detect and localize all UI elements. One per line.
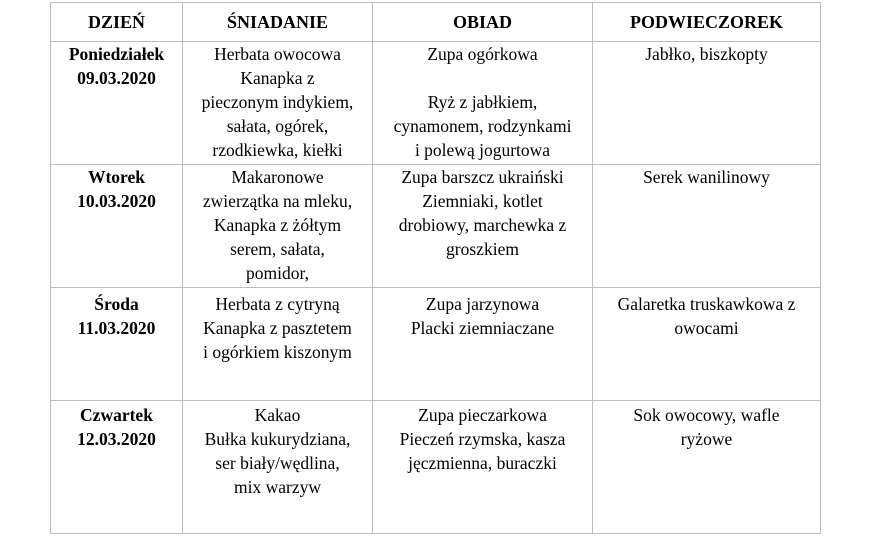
day-name: Poniedziałek [68, 44, 165, 64]
lunch-line: Pieczeń rzymska, kasza [399, 429, 566, 449]
snack-cell [593, 288, 821, 401]
snack-line: Galaretka truskawkowa z [617, 294, 796, 314]
breakfast-cell [183, 288, 373, 401]
day-name: Wtorek [87, 167, 146, 187]
breakfast-line: i ogórkiem kiszonym [203, 342, 352, 362]
breakfast-line: mix warzyw [234, 477, 321, 497]
snack-cell [593, 42, 821, 165]
breakfast-line: Makaronowe [231, 167, 324, 187]
breakfast-line: serem, sałata, [230, 239, 325, 259]
menu-row [51, 165, 821, 288]
header-row [51, 3, 821, 42]
day-date: 09.03.2020 [77, 68, 156, 88]
breakfast-cell [183, 401, 373, 534]
day-cell [51, 42, 183, 165]
day-cell [51, 288, 183, 401]
breakfast-line: Kanapka z [240, 68, 315, 88]
breakfast-line: pieczonym indykiem, [201, 92, 354, 112]
lunch-line: drobiowy, marchewka z [398, 215, 567, 235]
lunch-line: Zupa barszcz ukraiński [401, 167, 564, 187]
breakfast-line: Kanapka z pasztetem [203, 318, 352, 338]
snack-line: Sok owocowy, wafle [633, 405, 780, 425]
lunch-line: groszkiem [446, 239, 519, 259]
breakfast-line: Herbata z cytryną [215, 294, 340, 314]
breakfast-line: rzodkiewka, kiełki [212, 140, 343, 160]
header-breakfast: ŚNIADANIE [183, 3, 373, 42]
day-date: 11.03.2020 [77, 318, 156, 338]
breakfast-cell [183, 42, 373, 165]
breakfast-line: sałata, ogórek, [226, 116, 329, 136]
breakfast-line: Kanapka z żółtym [213, 215, 342, 235]
lunch-cell [373, 288, 593, 401]
lunch-cell [373, 165, 593, 288]
menu-row [51, 288, 821, 401]
snack-line: owocami [674, 318, 739, 338]
breakfast-line: Herbata owocowa [214, 44, 341, 64]
snack-line: Serek wanilinowy [643, 167, 770, 187]
snack-line: ryżowe [680, 429, 733, 449]
lunch-line: Zupa ogórkowa [427, 44, 538, 64]
lunch-line: cynamonem, rodzynkami [393, 116, 572, 136]
breakfast-line: zwierzątka na mleku, [202, 191, 353, 211]
day-date: 12.03.2020 [77, 429, 156, 449]
day-name: Czwartek [80, 405, 153, 425]
breakfast-line: Bułka kukurydziana, [204, 429, 351, 449]
lunch-line: Ziemniaki, kotlet [422, 191, 543, 211]
header-snack: PODWIECZOREK [593, 3, 821, 42]
menu-row [51, 401, 821, 534]
snack-cell [593, 165, 821, 288]
day-name: Środa [94, 294, 139, 314]
lunch-cell [373, 42, 593, 165]
lunch-line [376, 66, 589, 90]
menu-table [50, 2, 821, 534]
breakfast-line: ser biały/wędlina, [215, 453, 340, 473]
lunch-line: Zupa jarzynowa [425, 294, 540, 314]
day-cell [51, 401, 183, 534]
breakfast-line: pomidor, [246, 263, 309, 283]
lunch-line: i polewą jogurtowa [414, 140, 551, 160]
header-lunch: OBIAD [373, 3, 593, 42]
lunch-line: Ryż z jabłkiem, [427, 92, 538, 112]
lunch-line: Zupa pieczarkowa [418, 405, 547, 425]
lunch-line: jęczmienna, buraczki [408, 453, 557, 473]
breakfast-line: Kakao [254, 405, 301, 425]
breakfast-cell [183, 165, 373, 288]
day-cell [51, 165, 183, 288]
lunch-cell [373, 401, 593, 534]
lunch-line: Placki ziemniaczane [410, 318, 555, 338]
snack-cell [593, 401, 821, 534]
menu-row [51, 42, 821, 165]
snack-line: Jabłko, biszkopty [645, 44, 768, 64]
day-date: 10.03.2020 [77, 191, 156, 211]
header-day: DZIEŃ [51, 3, 183, 42]
